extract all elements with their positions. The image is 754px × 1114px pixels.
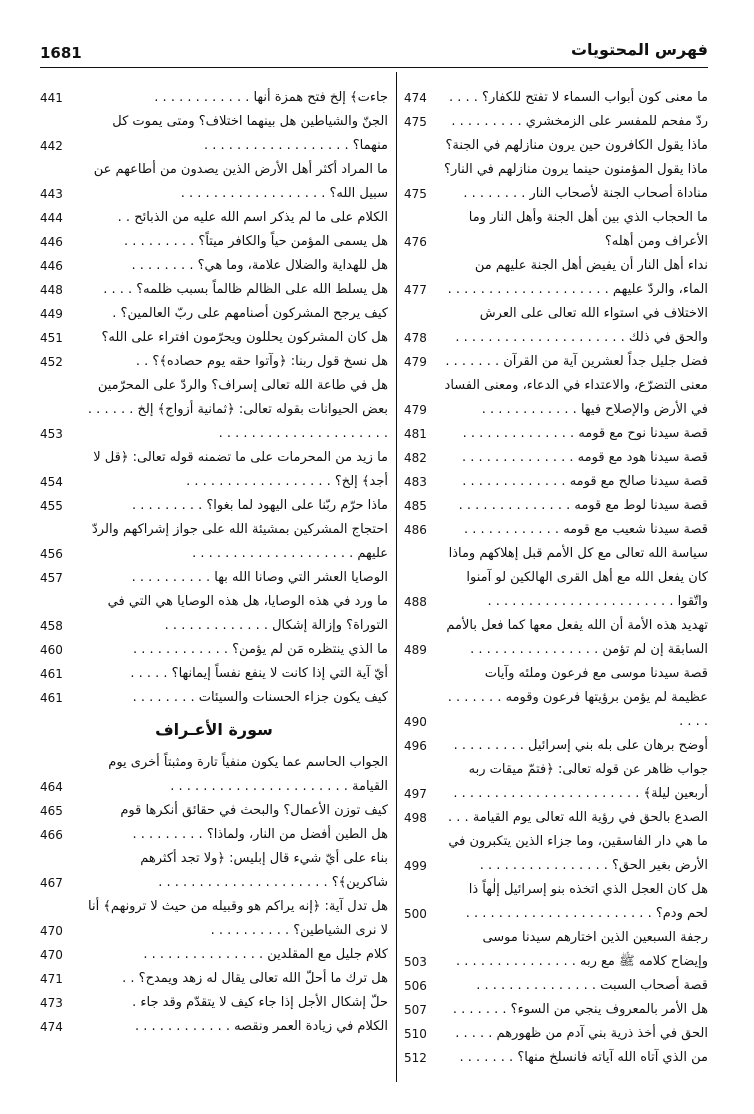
toc-entry: [40, 823, 388, 847]
toc-entry: [404, 614, 708, 662]
toc-entry: [40, 374, 388, 446]
toc-entry-page: 497: [404, 787, 427, 801]
toc-entry-title: رجفة السبعين الذين اختارهم سيدنا موسى وإيضاح كلامه ﷺ مع ربه . . . . . . . . . . . . . . .: [456, 930, 708, 969]
toc-entry-page: 489: [404, 643, 427, 657]
toc-entry-title: أيّ آية التي إذا كانت لا ينفع نفساً إيمانها؟ . . . . .: [130, 666, 388, 681]
toc-entry-page: 449: [40, 307, 63, 321]
toc-entry-page: 499: [404, 859, 427, 873]
toc-entry: [40, 86, 388, 110]
toc-entry-title: قصة سيدنا شعيب مع قومه . . . . . . . . . . . .: [464, 522, 708, 537]
toc-entry: [40, 847, 388, 895]
toc-entry-title: ما المراد أكثر أهل الأرض الذين يصدون من أطاعهم عن سبيل الله؟ . . . . . . . . . . . . . . . . . .: [93, 162, 388, 201]
toc-entry-page: 483: [404, 475, 427, 489]
toc-entry: [40, 799, 388, 823]
toc-entry: [404, 734, 708, 758]
toc-entry: [404, 302, 708, 350]
toc-entry-title: بناء على أيّ شيء قال إبليس: ﴿ولا تجد أكثرهم شاكرين﴾؟ . . . . . . . . . . . . . . . . . . . . .: [140, 851, 388, 890]
toc-entry-page: 478: [404, 331, 427, 345]
toc-entry: [404, 926, 708, 974]
toc-entry-title: احتجاج المشركين بمشيئة الله على جواز إشراكهم والردّ عليهم . . . . . . . . . . . . . . . . . . . .: [92, 522, 388, 561]
toc-entry: [40, 446, 388, 494]
toc-entry-page: 466: [40, 828, 63, 842]
toc-entry: [40, 638, 388, 662]
toc-entry-page: 446: [40, 235, 63, 249]
toc-entry: [404, 110, 708, 134]
toc-entry-page: 456: [40, 547, 63, 561]
toc-entry: [404, 446, 708, 470]
toc-entry-page: 454: [40, 475, 63, 489]
column-divider: [396, 72, 397, 1082]
toc-entry: [40, 751, 388, 799]
toc-entry-page: 485: [404, 499, 427, 513]
toc-entry-title: الحق في أخذ ذرية بني آدم من ظهورهم . . . . .: [455, 1026, 708, 1041]
running-title: فهرس المحتويات: [570, 40, 708, 59]
toc-entry-title: قصة سيدنا هود مع قومه . . . . . . . . . . . . . .: [461, 450, 708, 465]
toc-entry-title: قصة أصحاب السبت . . . . . . . . . . . . . . .: [476, 978, 708, 993]
toc-entry-title: ما الحجاب الذي بين أهل الجنة وأهل النار وما الأعراف ومن أهله؟: [468, 210, 708, 249]
toc-entry-title: جاءت﴾ إلخ فتح همزة أنها . . . . . . . . . . . .: [154, 90, 388, 105]
toc-entry-title: قصة سيدنا موسى مع فرعون وملئه وآيات عظيمة لم يؤمن برؤيتها فرعون وقومه . . . . . . . . . . .: [447, 666, 708, 729]
toc-entry: [40, 566, 388, 590]
toc-entry-page: 479: [404, 403, 427, 417]
toc-entry-title: الصدع بالحق في رؤية الله تعالى يوم القيامة . . .: [448, 810, 708, 825]
page-number: 1681: [40, 44, 82, 62]
toc-entry: [404, 254, 708, 302]
toc-entry: [404, 878, 708, 926]
toc-entry-title: جواب ظاهر عن قوله تعالى: ﴿فتمّ ميقات ربه أربعين ليلة﴾ . . . . . . . . . . . . . . . . . . . . . . .: [453, 762, 708, 801]
toc-entry-page: 482: [404, 451, 427, 465]
toc-entry: [40, 991, 388, 1015]
toc-entry-page: 455: [40, 499, 63, 513]
toc-entry-title: قصة سيدنا نوح مع قومه . . . . . . . . . . . . . .: [462, 426, 708, 441]
toc-entry-page: 506: [404, 979, 427, 993]
toc-entry-title: هل كان العجل الذي اتخذه بنو إسرائيل إلٰهاً ذا لحم ودم؟ . . . . . . . . . . . . . . . . . . . . . . .: [465, 882, 708, 921]
toc-entry: [40, 590, 388, 638]
toc-entry-title: هل للهداية والضلال علامة، وما هي؟ . . . . . . . .: [131, 258, 388, 273]
toc-entry-title: نداء أهل النار أن يفيض أهل الجنة عليهم من الماء، والردّ عليهم . . . . . . . . . . . . . . . . . . . .: [447, 258, 708, 297]
toc-entry: [40, 967, 388, 991]
toc-entry-title: هل يسمى المؤمن حياً والكافر ميتاً؟ . . . . . . . . .: [124, 234, 388, 249]
toc-entry-title: حلّ إشكال الأجل إذا جاء كيف لا يتقدّم وقد جاء .: [132, 995, 388, 1010]
toc-entry-page: 488: [404, 595, 427, 609]
toc-entry: [404, 374, 708, 422]
toc-entry: [40, 518, 388, 566]
left-column: [404, 86, 708, 1070]
toc-entry-page: 461: [40, 667, 63, 681]
toc-entry-page: 461: [40, 691, 63, 705]
toc-entry-title: كيف توزن الأعمال؟ والبحث في حقائق أنكرها قوم: [120, 803, 388, 818]
toc-entry-page: 460: [40, 643, 63, 657]
toc-entry-title: ما معنى كون أبواب السماء لا تفتح للكفار؟ . . . .: [449, 90, 708, 105]
toc-entry-page: 479: [404, 355, 427, 369]
toc-entry: [404, 494, 708, 518]
toc-entry: [404, 134, 708, 158]
toc-entry-page: 510: [404, 1027, 427, 1041]
toc-entry-page: 474: [40, 1020, 63, 1034]
toc-entry: [40, 895, 388, 943]
toc-entry: [404, 206, 708, 254]
toc-entry: [40, 350, 388, 374]
section-title: سورة الأعـراف: [155, 720, 273, 739]
toc-entry: [404, 542, 708, 614]
toc-entry-title: الكلام على ما لم يذكر اسم الله عليه من الذبائح . .: [117, 210, 388, 225]
toc-entry: [40, 278, 388, 302]
toc-entry-title: ردّ مفحم للمفسر على الزمخشري . . . . . . . . .: [451, 114, 708, 129]
toc-entry: [404, 158, 708, 182]
toc-entry-title: هل كان المشركون يحللون ويحرّمون افتراء على الله؟: [101, 330, 388, 345]
toc-entry-page: 443: [40, 187, 63, 201]
toc-entry-title: كيف يكون جزاء الحسنات والسيئات . . . . . . . .: [132, 690, 388, 705]
toc-entry: [40, 158, 388, 206]
toc-entry: [40, 206, 388, 230]
page-header: [40, 38, 708, 68]
toc-entry: [404, 974, 708, 998]
toc-entry: [404, 182, 708, 206]
toc-entry: [404, 518, 708, 542]
toc-entry-title: الوصايا العشر التي وصانا الله بها . . . . . . . . . .: [131, 570, 388, 585]
toc-entry: [40, 326, 388, 350]
toc-entry: [404, 998, 708, 1022]
toc-entry-page: 467: [40, 876, 63, 890]
toc-entry-title: من الذي آتاه الله آياته فانسلخ منها؟ . . . . . . .: [459, 1050, 708, 1065]
toc-entry: [404, 422, 708, 446]
toc-entry-page: 473: [40, 996, 63, 1010]
toc-entry: [40, 110, 388, 158]
toc-entry-page: 452: [40, 355, 63, 369]
toc-entry-page: 481: [404, 427, 427, 441]
toc-entry-title: ما زيد من المحرمات على ما تضمنه قوله تعالى: ﴿قل لا أجد﴾ إلخ؟ . . . . . . . . . . . . . . . . . .: [93, 450, 388, 489]
toc-entry-page: 470: [40, 924, 63, 938]
toc-entry-page: 476: [404, 235, 427, 249]
toc-entry: [40, 686, 388, 710]
toc-entry-title: هل في طاعة الله تعالى إسراف؟ والردّ على المحرّمين بعض الحيوانات بقوله تعالى: ﴿ثمانية أزواج﴾ إلخ . . . . . . . . . . . . . . . . . . . . . . . . . . .: [87, 378, 388, 441]
toc-entry-page: 486: [404, 523, 427, 537]
toc-entry-title: هل نسخ قول ربنا: ﴿وآتوا حقه يوم حصاده﴾؟ . .: [135, 354, 388, 369]
toc-entry-page: 464: [40, 780, 63, 794]
toc-entry-page: 496: [404, 739, 427, 753]
toc-entry: [404, 1046, 708, 1070]
toc-entry-page: 465: [40, 804, 63, 818]
toc-entry-title: هل الطين أفضل من النار، ولماذا؟ . . . . . . . . .: [132, 827, 388, 842]
toc-entry-title: معنى التضرّع، والاعتداء في الدعاء، ومعنى الفساد في الأرض والإصلاح فيها . . . . . . . . . . . .: [444, 378, 708, 417]
toc-entry-page: 475: [404, 187, 427, 201]
toc-entry: [40, 1015, 388, 1039]
toc-entry-title: الكلام في زيادة العمر ونقصه . . . . . . . . . . . .: [134, 1019, 388, 1034]
toc-entry-title: الجواب الحاسم عما يكون منفياً تارة ومثبتاً أخرى يوم القيامة . . . . . . . . . . . . . . . . . . . . . .: [108, 755, 388, 794]
toc-entry: [40, 254, 388, 278]
toc-entry-page: 441: [40, 91, 63, 105]
toc-entry: [40, 662, 388, 686]
toc-entry-page: 507: [404, 1003, 427, 1017]
toc-entry: [40, 230, 388, 254]
toc-entry-title: قصة سيدنا لوط مع قومه . . . . . . . . . . . . . .: [458, 498, 708, 513]
toc-entry-page: 453: [40, 427, 63, 441]
toc-entry-page: 448: [40, 283, 63, 297]
toc-entry-title: ماذا حرّم ربّنا على اليهود لما بغوا؟ . . . . . . . . .: [132, 498, 388, 513]
toc-entry-title: الاختلاف في استواء الله تعالى على العرش والحق في ذلك . . . . . . . . . . . . . . . . . . . . .: [455, 306, 708, 345]
right-column: [40, 86, 388, 1039]
toc-entry-title: فضل جليل جداً لعشرين آية من القرآن . . . . . . .: [445, 354, 708, 369]
toc-entry-page: 498: [404, 811, 427, 825]
toc-entry-title: الجنّ والشياطين هل بينهما اختلاف؟ ومتى يموت كل منهما؟ . . . . . . . . . . . . . . . . . .: [112, 114, 388, 153]
toc-entry-page: 451: [40, 331, 63, 345]
toc-entry: [404, 830, 708, 878]
toc-entry-title: سياسة الله تعالى مع كل الأمم قبل إهلاكهم وماذا كان يفعل الله مع أهل القرى الهالكين لو آمنوا واتّقوا . . . . . . . . . . . . . . . . . . . . . . .: [448, 546, 708, 609]
toc-entry-title: ماذا يقول المؤمنون حينما يرون منازلهم في النار؟: [444, 162, 708, 177]
toc-entry-page: 477: [404, 283, 427, 297]
toc-entry-page: 442: [40, 139, 63, 153]
toc-entry-title: ما الذي ينتظره مَن لم يؤمن؟ . . . . . . . . . . . .: [132, 642, 388, 657]
toc-entry-page: 457: [40, 571, 63, 585]
toc-entry: [404, 350, 708, 374]
toc-entry: [404, 806, 708, 830]
toc-entry-title: ماذا يقول الكافرون حين يرون منازلهم في الجنة؟: [445, 138, 708, 153]
toc-entry: [40, 943, 388, 967]
toc-entry-page: 475: [404, 115, 427, 129]
toc-entry-page: 490: [404, 715, 427, 729]
toc-entry-page: 474: [404, 91, 427, 105]
toc-entry: [404, 758, 708, 806]
toc-entry-page: 470: [40, 948, 63, 962]
toc-entry-page: 446: [40, 259, 63, 273]
toc-entry: [404, 662, 708, 734]
toc-entry: [404, 1022, 708, 1046]
toc-entry-title: أوضح برهان على بله بني إسرائيل . . . . . . . . .: [453, 738, 708, 753]
toc-entry-title: هل يسلط الله على الظالم ظالماً بسبب ظلمه؟ . . . .: [103, 282, 388, 297]
toc-entry-page: 471: [40, 972, 63, 986]
toc-entry-title: هل ترك ما أحلّ الله تعالى يقال له زهد ويمدح؟ . .: [122, 971, 388, 986]
toc-entry-page: 500: [404, 907, 427, 921]
toc-entry-title: هل تدل آية: ﴿إنه يراكم هو وقبيله من حيث لا ترونهم﴾ أنا لا نرى الشياطين؟ . . . . . . . . . .: [87, 899, 388, 938]
header-rule: [40, 67, 708, 68]
toc-entry-title: كلام جليل مع المقلدين . . . . . . . . . . . . . . .: [143, 947, 388, 962]
toc-entry-page: 512: [404, 1051, 427, 1065]
toc-entry-title: مناداة أصحاب الجنة لأصحاب النار . . . . . . . .: [463, 186, 708, 201]
toc-entry-page: 503: [404, 955, 427, 969]
toc-entry: [40, 302, 388, 326]
toc-entry-page: 458: [40, 619, 63, 633]
toc-entry-title: ما هي دار الفاسقين، وما جزاء الذين يتكبرون في الأرض بغير الحق؟ . . . . . . . . . . . . . . . .: [448, 834, 708, 873]
toc-entry: [404, 86, 708, 110]
toc-entry: [40, 494, 388, 518]
toc-entry-page: 444: [40, 211, 63, 225]
toc-entry-title: ما ورد في هذه الوصايا، هل هذه الوصايا هي التي في التوراة؟ وإزالة إشكال . . . . . . . . . . . . .: [107, 594, 388, 633]
toc-entry-title: قصة سيدنا صالح مع قومه . . . . . . . . . . . . .: [462, 474, 708, 489]
toc-entry-title: كيف يرجح المشركون أصنامهم على ربّ العالمين؟ .: [112, 306, 388, 321]
toc-entry: [404, 470, 708, 494]
toc-entry-title: تهديد هذه الأمة أن الله يفعل معها كما فعل بالأمم السابقة إن لم تؤمن . . . . . . . . . . . . . . . .: [446, 618, 708, 657]
toc-entry-title: هل الأمر بالمعروف ينجي من السوء؟ . . . . . . .: [452, 1002, 708, 1017]
